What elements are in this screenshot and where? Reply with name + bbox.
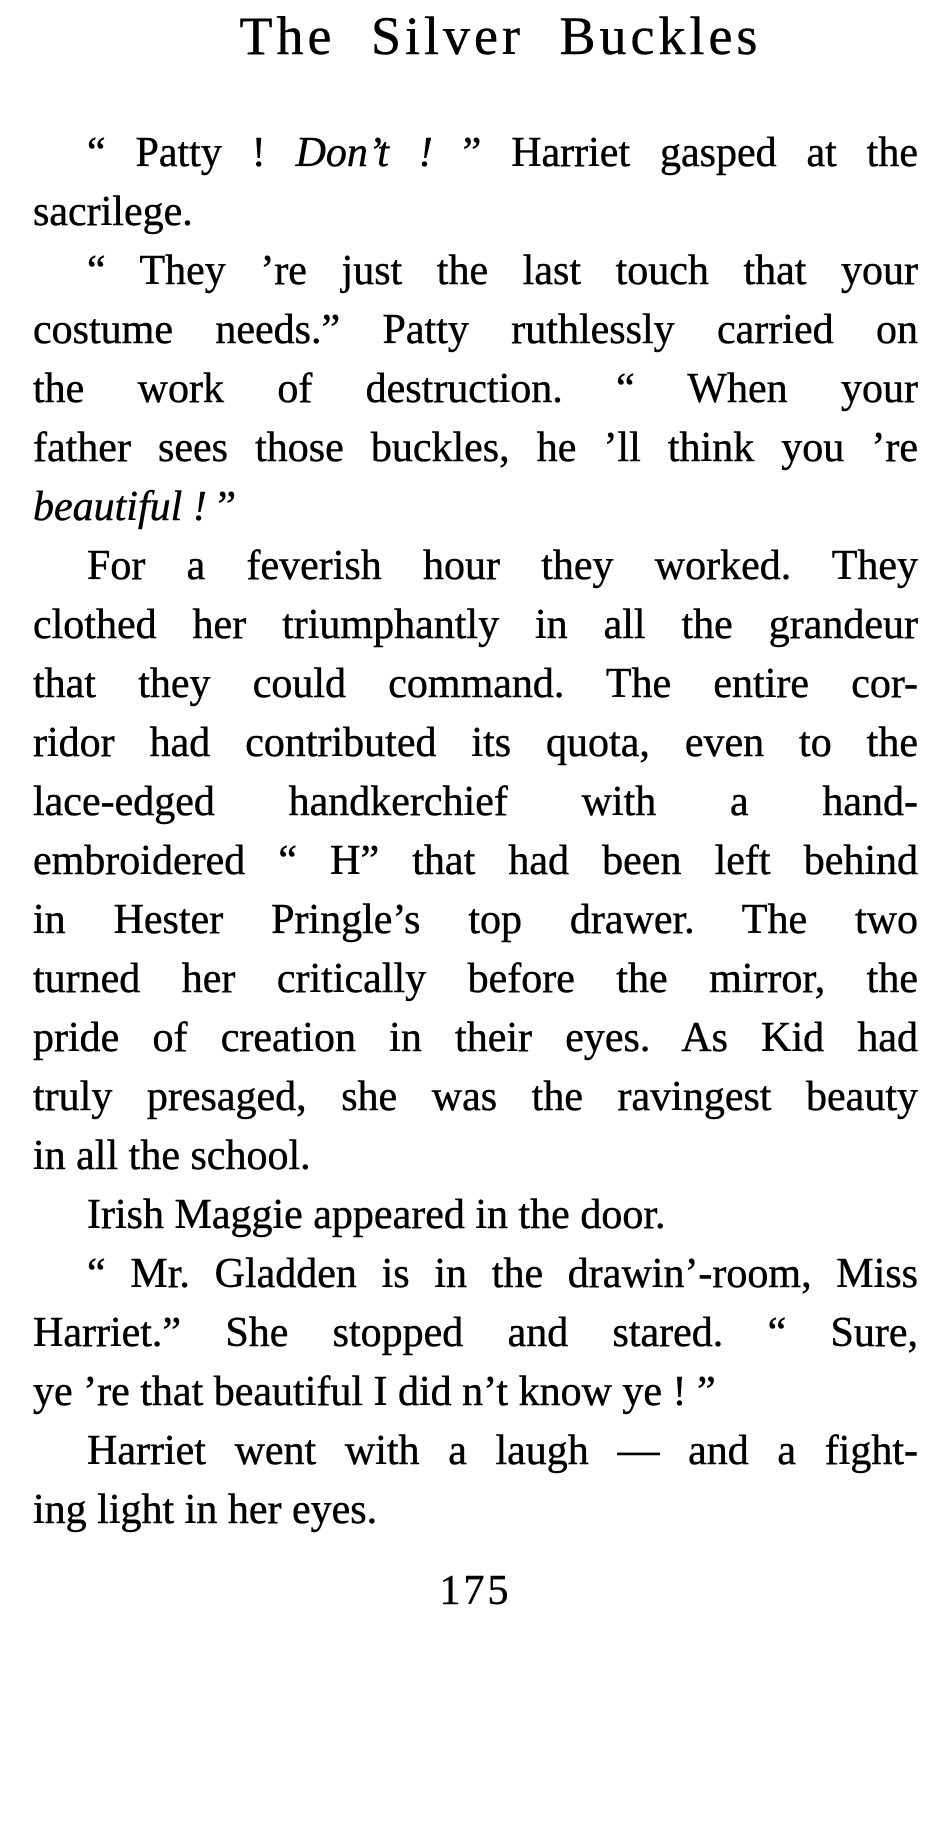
text-segment: “ Patty ! [87, 130, 296, 176]
page-title: The Silver Buckles [239, 6, 762, 66]
paragraph-4 [33, 1186, 918, 1245]
text-line: in all the school. [33, 1133, 311, 1179]
text-line: father sees those buckles, he ’ll think you ’re [33, 425, 918, 471]
text-line: lace-edged handkerchief with a hand- [33, 779, 918, 825]
text-segment-italic: Don’t ! [295, 130, 463, 176]
text-line: “ They ’re just the last touch that your [87, 248, 918, 294]
text-line: sacrilege. [33, 189, 193, 235]
text-line: clothed her triumphantly in all the grandeur [33, 602, 918, 648]
text-line: embroidered “ H” that had been left behind [33, 838, 918, 884]
text-segment: ” Harriet gasped at the [462, 130, 918, 176]
text-segment: ” [217, 484, 236, 530]
text-line: turned her critically before the mirror, the [33, 956, 918, 1002]
text-line: “ Mr. Gladden is in the drawin’-room, Miss [87, 1251, 918, 1297]
paragraph-2 [33, 242, 918, 537]
text-line: the work of destruction. “ When your [33, 366, 918, 412]
text-line: Irish Maggie appeared in the door. [87, 1192, 666, 1238]
paragraph-1 [33, 124, 918, 242]
text-line [33, 124, 918, 183]
text-line: that they could command. The entire cor- [33, 661, 918, 707]
text-line: Harriet went with a laugh — and a fight- [87, 1428, 918, 1474]
page-body [33, 124, 918, 1540]
paragraph-6 [33, 1422, 918, 1540]
text-line: costume needs.” Patty ruthlessly carried on [33, 307, 918, 353]
paragraph-3 [33, 537, 918, 1186]
text-line: pride of creation in their eyes. As Kid had [33, 1015, 918, 1061]
text-line [33, 478, 918, 537]
paragraph-5 [33, 1245, 918, 1422]
text-line: ye ’re that beautiful I did n’t know ye ! ” [33, 1369, 716, 1415]
text-line: For a feverish hour they worked. They [87, 543, 918, 589]
text-line: ridor had contributed its quota, even to the [33, 720, 918, 766]
page-number: 175 [439, 1568, 512, 1614]
text-segment-italic: beautiful ! [33, 484, 218, 530]
text-line: ing light in her eyes. [33, 1487, 378, 1533]
text-line: Harriet.” She stopped and stared. “ Sure, [33, 1310, 918, 1356]
text-line: truly presaged, she was the ravingest beauty [33, 1074, 918, 1120]
text-line: in Hester Pringle’s top drawer. The two [33, 897, 918, 943]
